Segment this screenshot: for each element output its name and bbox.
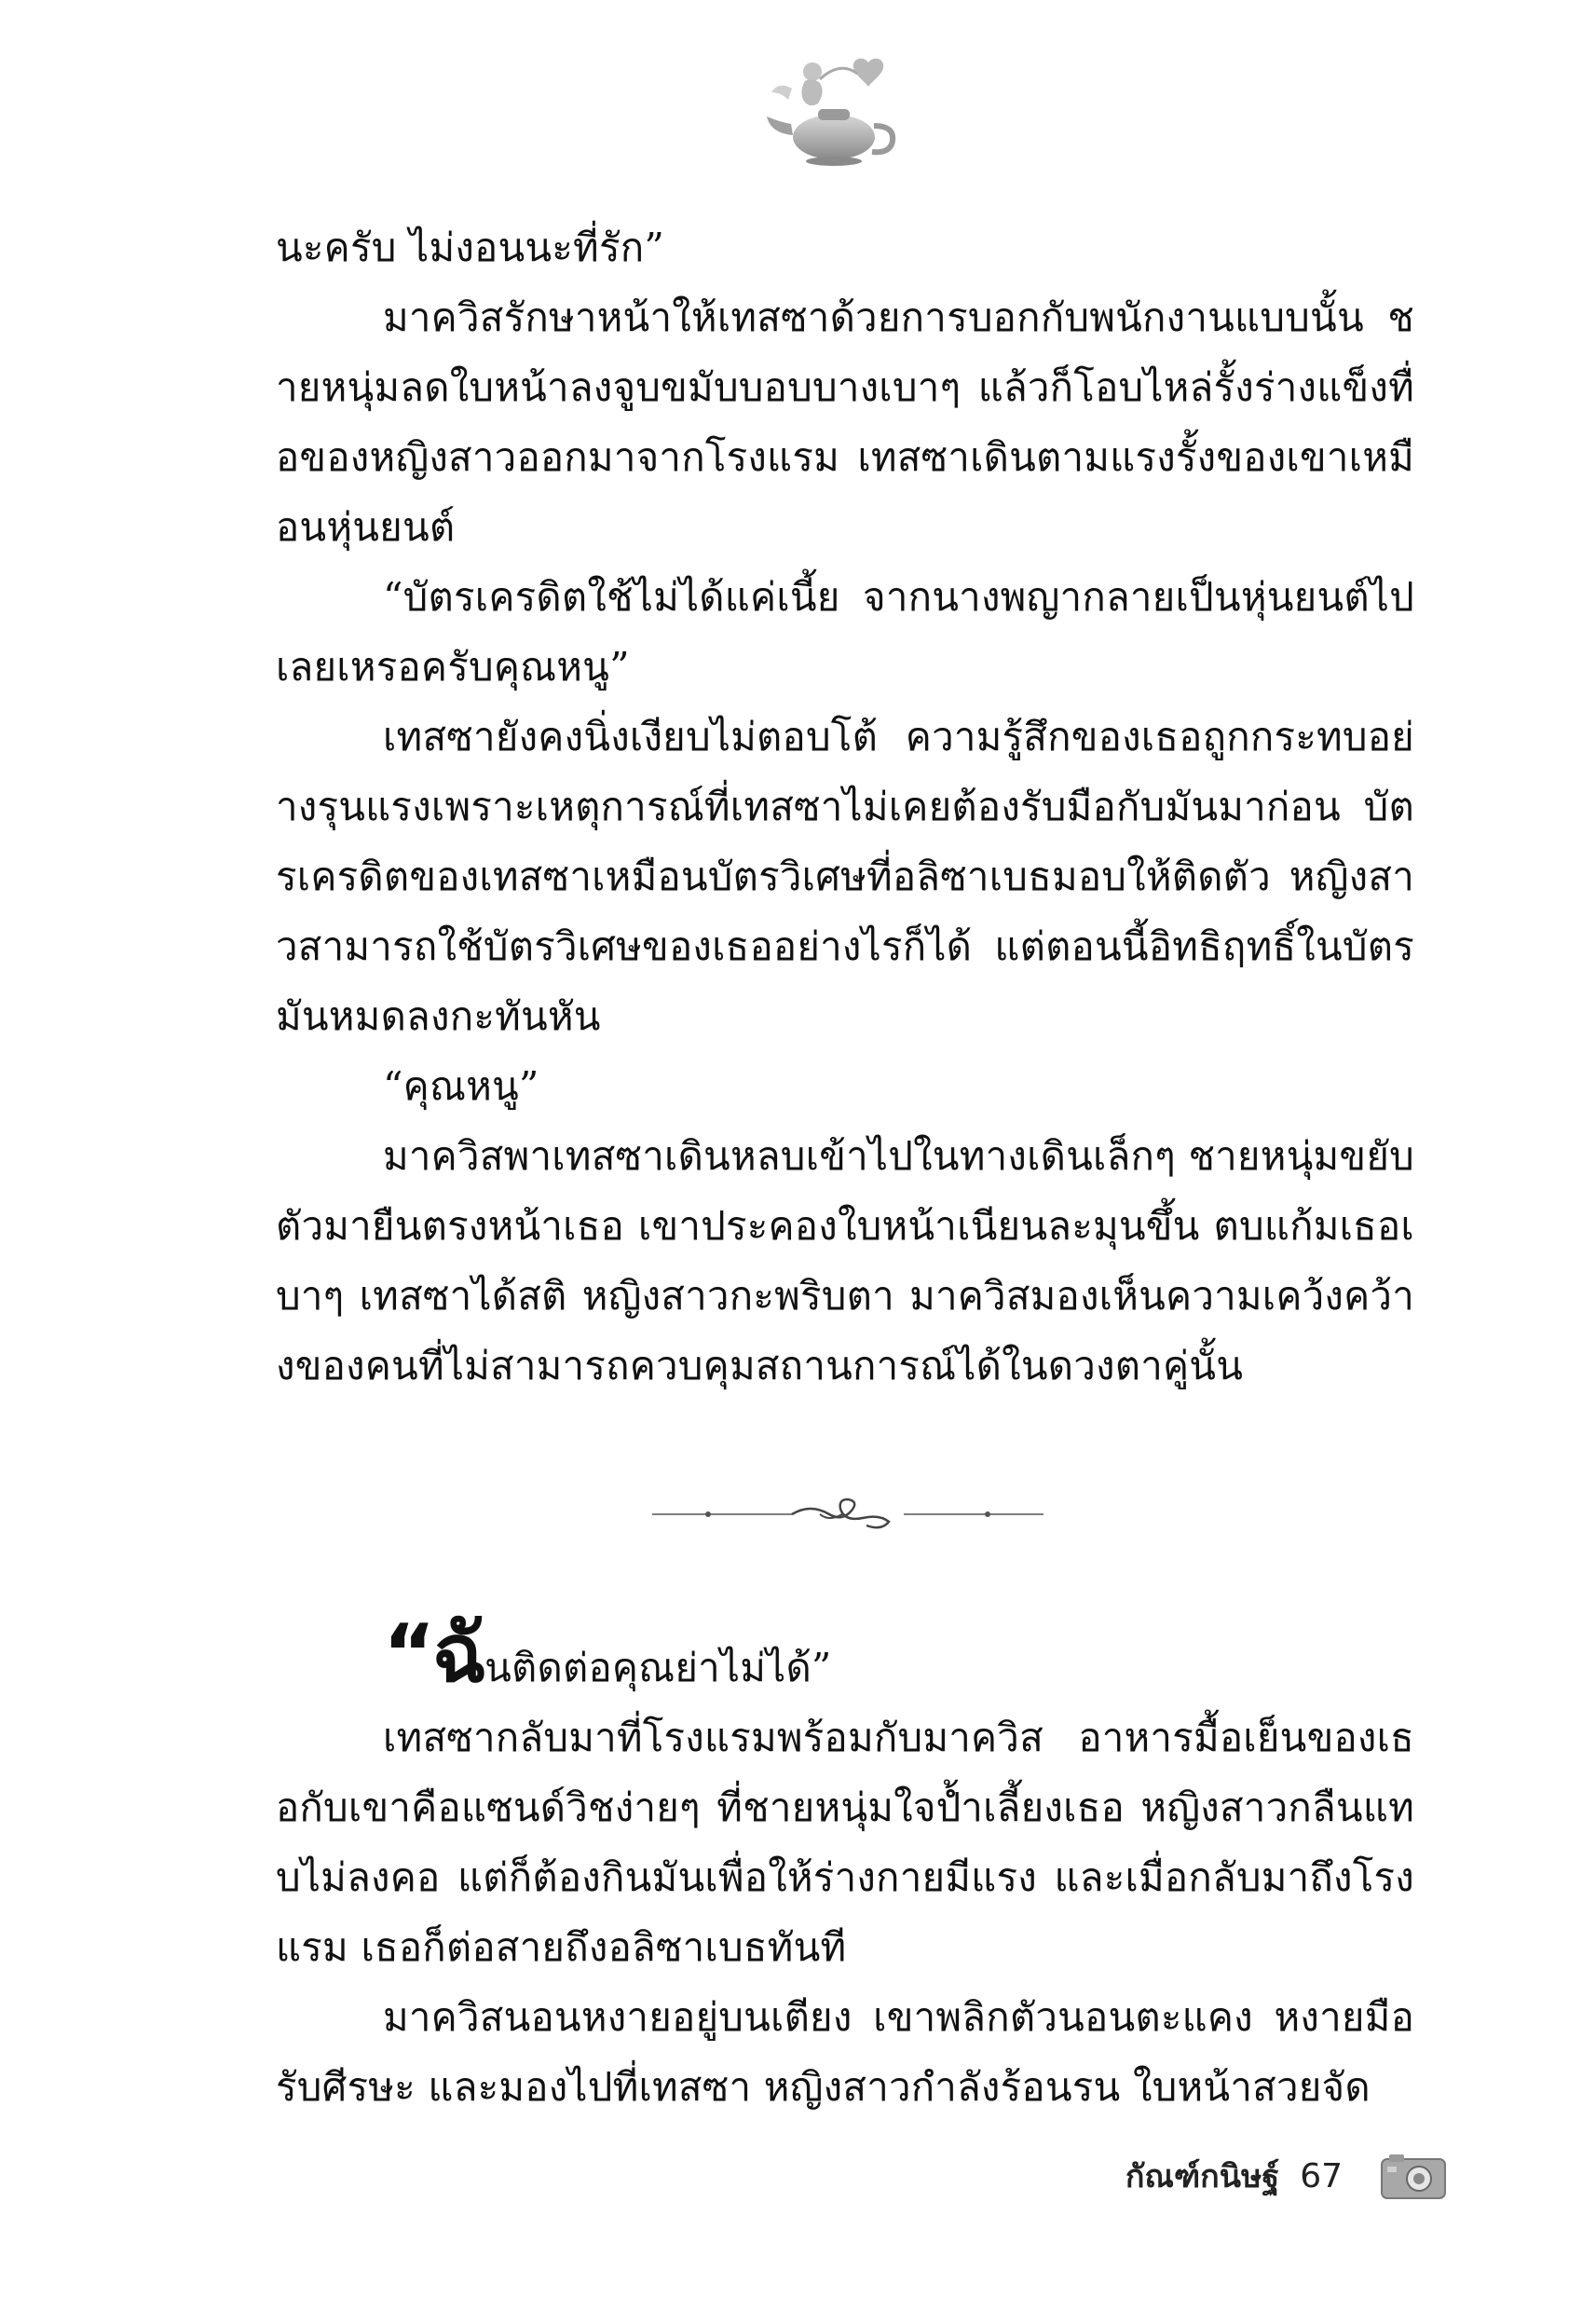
book-title: กัณฑ์กนิษฐ์ <box>1125 2158 1280 2195</box>
body-text-section-2 <box>276 1607 1414 2122</box>
section-opening-line <box>276 1607 1414 1702</box>
page-number: 67 <box>1300 2156 1343 2195</box>
paragraph: “บัตรเครดิตใช้ไม่ได้แค่เนี้ย จากนางพญากลายเป็นหุ่นยนต์ไปเลยเหรอครับคุณหนู” <box>276 574 1414 690</box>
camera-icon <box>1380 2152 1447 2200</box>
paragraph: เทสซากลับมาที่โรงแรมพร้อมกับมาควิส อาหารมื้อเย็นของเธอกับเขาคือแซนด์วิชง่ายๆ ที่ชายหนุ่มใจป้ำเลี้ยงเธอ หญิงสาวกลืนแทบไม่ลงคอ แต่ก็ต้องกินมันเพื่อให้ร่างกายมีแรง และเมื่อกลับมาถึงโรงแรม เธอก็ต่อสายถึงอลิซาเบธทันที <box>276 1715 1414 1970</box>
paragraph: มาควิสนอนหงายอยู่บนเตียง เขาพลิกตัวนอนตะแคง หงายมือรับศีรษะ และมองไปที่เทสซา หญิงสาวกำลังร้อนรน ใบหน้าสวยจัด <box>276 1994 1414 2110</box>
paragraph: เทสซายังคงนิ่งเงียบไม่ตอบโต้ ความรู้สึกของเธอถูกกระทบอย่างรุนแรงเพราะเหตุการณ์ที่เทสซาไม่เคยต้องรับมือกับมันมาก่อน บัตรเครดิตของเทสซาเหมือนบัตรวิเศษที่อลิซาเบธมอบให้ติดตัว หญิงสาวสามารถใช้บัตรวิเศษของเธออย่างไรก็ได้ แต่ตอนนี้อิทธิฤทธิ์ในบัตรมันหมดลงกะทันหัน <box>276 714 1414 1039</box>
paragraph: นะครับ ไม่งอนนะที่รัก” <box>276 225 665 270</box>
paragraph: มาควิสพาเทสซาเดินหลบเข้าไปในทางเดินเล็กๆ ชายหนุ่มขยับตัวมายืนตรงหน้าเธอ เขาประคองใบหน้าเนียนละมุนขึ้น ตบแก้มเธอเบาๆ เทสซาได้สติ หญิงสาวกะพริบตา มาควิสมองเห็นความเคว้งคว้างของคนที่ไม่สามารถควบคุมสถานการณ์ได้ในดวงตาคู่นั้น <box>276 1133 1415 1388</box>
drop-cap: “ฉั <box>383 1607 484 1701</box>
flourish-divider-icon <box>652 1491 1044 1538</box>
cupid-teapot-ornament-icon <box>764 51 904 172</box>
page-footer <box>1125 2143 1447 2208</box>
paragraph: “คุณหนู” <box>383 1063 539 1109</box>
body-text-section-1 <box>276 212 1414 1401</box>
opening-line-text: นติดต่อคุณย่าไม่ได้” <box>484 1645 832 1690</box>
paragraph: มาควิสรักษาหน้าให้เทสซาด้วยการบอกกับพนักงานแบบนั้น ชายหนุ่มลดใบหน้าลงจูบขมับบอบบางเบาๆ แล้วก็โอบไหล่รั้งร่างแข็งทื่อของหญิงสาวออกมาจากโรงแรม เทสซาเดินตามแรงรั้งของเขาเหมือนหุ่นยนต์ <box>276 294 1414 550</box>
